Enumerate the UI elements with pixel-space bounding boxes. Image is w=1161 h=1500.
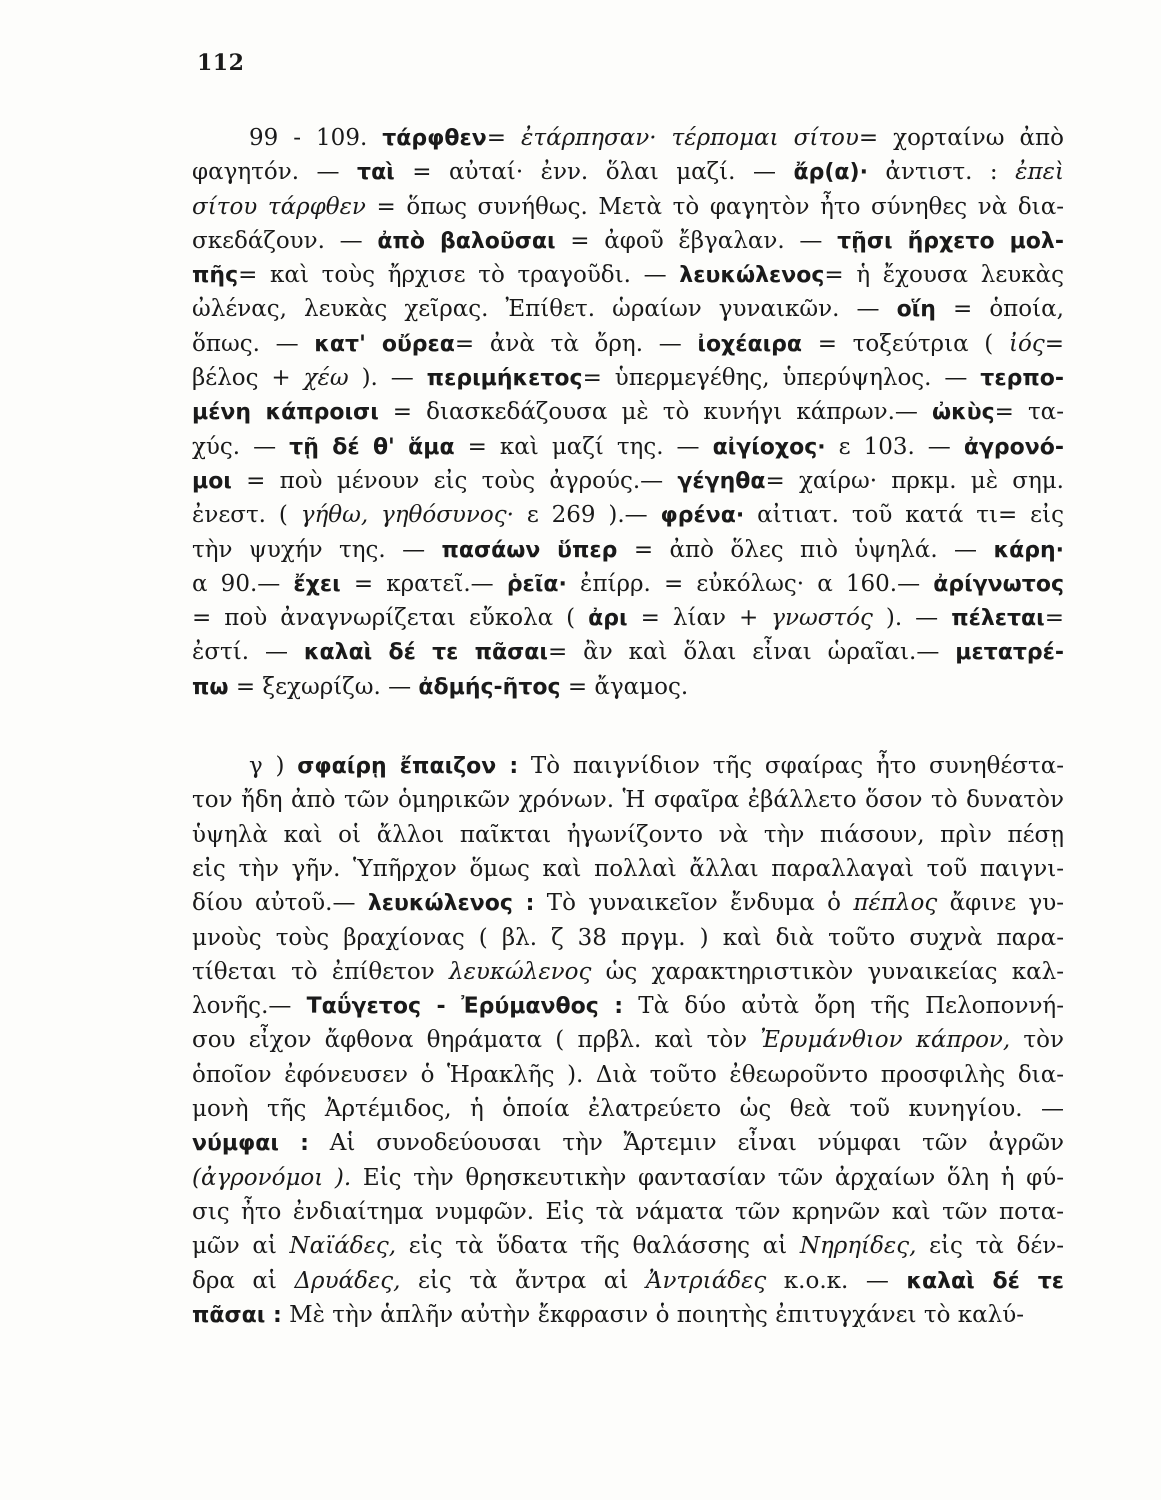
gloss-text: λονῆς.— xyxy=(192,993,307,1020)
gloss-text: αἰτιατ. τοῦ κατά τι= εἰς xyxy=(744,502,1064,529)
gloss-text: Τὸ γυναικεῖον ἔνδυμα ὁ xyxy=(534,890,854,917)
text-line xyxy=(192,1126,1064,1160)
gloss-text: α 90.— xyxy=(192,570,294,597)
italic-text: χέω xyxy=(303,365,349,392)
italic-text: (ἀγρονόμοι ). xyxy=(192,1164,352,1191)
lemma: μένη κάπροισι xyxy=(192,400,379,426)
lemma: φρένα· xyxy=(660,503,745,529)
gloss-text: γ ) xyxy=(249,753,298,780)
gloss-text: ὅπως. — xyxy=(192,330,315,357)
gloss-text: = ἀφοῦ ἔβγαλαν. — xyxy=(555,227,838,254)
lemma: καλαὶ δέ τε πᾶσαι xyxy=(303,640,548,666)
gloss-text: ὑψηλὰ καὶ οἱ ἄλλοι παῖκται ἠγωνίζοντο νὰ τὴν πιάσουν, πρὶν πέσῃ xyxy=(192,821,1064,848)
gloss-text: Μὲ τὴν ἁπλῆν αὐτὴν ἔκφρασιν ὁ ποιητὴς ἐπιτυγχάνει τὸ καλύ- xyxy=(281,1301,1024,1328)
text-line xyxy=(192,395,1064,429)
lemma: νύμφαι : xyxy=(192,1131,309,1157)
text-line xyxy=(192,921,1064,955)
text-line xyxy=(192,1195,1064,1229)
gloss-text: = ἂν καὶ ὅλαι εἶναι ὡραῖαι.— xyxy=(548,639,956,666)
italic-text: Δρυάδες, xyxy=(294,1267,401,1294)
text-line xyxy=(192,886,1064,920)
gloss-text: ὠλένας, λευκὰς χεῖρας. Ἐπίθετ. ὡραίων γυναικῶν. — xyxy=(192,296,897,323)
italic-text: πέπλος xyxy=(853,890,938,917)
gloss-text: δρα αἱ xyxy=(192,1267,295,1294)
gloss-text: = ἡ ἔχουσα λευκὰς xyxy=(824,262,1064,289)
gloss-text: = τα- xyxy=(994,399,1064,426)
lemma: αἰγίοχος· xyxy=(712,434,826,460)
gloss-text: 99 - 109. xyxy=(249,125,383,151)
lemma: πῆς xyxy=(192,263,239,289)
lemma: ἰοχέαιρα xyxy=(697,331,803,357)
gloss-text: τον ἤδη ἀπὸ τῶν ὁμηρικῶν χρόνων. Ἡ σφαῖρα ἐβάλλετο ὅσον τὸ δυνατὸν xyxy=(192,787,1064,814)
commentary-body xyxy=(192,121,1064,1332)
lemma: ἀπὸ βαλοῦσαι xyxy=(377,228,556,254)
lemma: κάρη· xyxy=(993,537,1064,563)
lemma: μετατρέ- xyxy=(955,640,1064,666)
gloss-text: ἐστί. — xyxy=(192,639,304,666)
lemma: ἔχει xyxy=(293,571,341,597)
text-line xyxy=(192,464,1064,498)
gloss-text: εἰς τὰ δέν- xyxy=(916,1233,1064,1260)
gloss-text: = καὶ τοὺς ἤρχισε τὸ τραγοῦδι. — xyxy=(238,262,680,289)
gloss-text: = xyxy=(486,125,522,151)
gloss-text: τίθεται τὸ ἐπίθετον xyxy=(192,958,450,985)
italic-text: ἰός xyxy=(1008,330,1045,357)
gloss-text: Τὸ παιγνίδιον τῆς σφαίρας ἦτο συνηθέστα- xyxy=(518,753,1064,780)
gloss-text: σκεδάζουν. — xyxy=(192,227,378,254)
lemma: πᾶσαι : xyxy=(192,1302,282,1328)
text-line xyxy=(192,1023,1064,1057)
gloss-text: βέλος + xyxy=(192,365,304,392)
text-line xyxy=(192,327,1064,361)
gloss-text: κ.ο.κ. — xyxy=(766,1267,907,1294)
gloss-text: μῶν αἱ xyxy=(192,1233,290,1260)
text-line xyxy=(192,635,1064,669)
italic-text: ἐτάρπησαν· τέρπομαι σίτου xyxy=(521,125,859,151)
gloss-text: σου εἶχον ἄφθονα θηράματα ( πρβλ. καὶ τὸν xyxy=(192,1027,761,1054)
gloss-text: φαγητόν. — xyxy=(192,159,358,186)
gloss-text: μονὴ τῆς Ἀρτέμιδος, ἡ ὁποία ἐλατρεύετο ὡς θεὰ τοῦ κυνηγίου. — xyxy=(192,1096,1064,1123)
text-line xyxy=(192,430,1064,464)
gloss-text: = αὐταί· ἐνν. ὅλαι μαζί. — xyxy=(394,159,794,186)
text-line xyxy=(192,670,1064,704)
text-line xyxy=(192,155,1064,189)
lemma: σφαίρῃ ἔπαιζον : xyxy=(297,754,519,780)
gloss-text: ὁποῖον ἐφόνευσεν ὁ Ἡρακλῆς ). Διὰ τοῦτο ἐθεωροῦντο προσφιλὴς δια- xyxy=(192,1061,1064,1088)
gloss-text: εἰς τὰ ὕδατα τῆς θαλάσσης αἱ xyxy=(396,1233,800,1260)
italic-text: Ναϊάδες, xyxy=(289,1233,397,1260)
gloss-text: ἄφινε γυ- xyxy=(937,890,1064,917)
lemma: ὠκὺς xyxy=(931,400,995,426)
gloss-text: = χαίρω· πρκμ. μὲ σημ. xyxy=(765,467,1064,494)
italic-text: Νηρηίδες, xyxy=(799,1233,917,1260)
gloss-text: = ξεχωρίζω. — xyxy=(228,673,419,700)
text-line xyxy=(192,258,1064,292)
gloss-text: = ποὺ μένουν εἰς τοὺς ἀγρούς.— xyxy=(231,467,678,494)
gloss-text: ἐνεστ. ( xyxy=(192,502,301,529)
text-line xyxy=(192,224,1064,258)
lemma: τερπο- xyxy=(980,366,1064,392)
lemma: τάρφθεν xyxy=(382,126,487,151)
gloss-text: = ὁποία, xyxy=(935,296,1064,323)
gloss-text: ἀντιστ. : xyxy=(867,159,1016,186)
text-line xyxy=(192,989,1064,1023)
lemma: ταὶ xyxy=(357,160,395,186)
gloss-text: σις ἦτο ἐνδιαίτημα νυμφῶν. Εἰς τὰ νάματα τῶν κρηνῶν καὶ τῶν ποτα- xyxy=(192,1198,1064,1225)
text-line xyxy=(192,818,1064,852)
text-line xyxy=(192,190,1064,224)
gloss-text: = χορταίνω ἀπὸ xyxy=(858,125,1064,151)
lemma: ἀρίγνωτος xyxy=(933,571,1064,597)
gloss-text: ἐπίρρ. = εὐκόλως· α 160.— xyxy=(566,570,934,597)
gloss-text: ). — xyxy=(348,365,427,392)
lemma: Ταΰγετος - Ἐρύμανθος : xyxy=(306,994,624,1020)
gloss-text: ε 103. — xyxy=(825,433,964,460)
text-line xyxy=(192,783,1064,817)
text-line xyxy=(192,1264,1064,1298)
lemma: ἀγρονό- xyxy=(963,434,1064,460)
gloss-text: = ποὺ ἀναγνωρίζεται εὔκολα ( xyxy=(192,605,589,632)
gloss-text: ε 269 ).— xyxy=(513,502,661,529)
gloss-text: τὴν ψυχήν της. — xyxy=(192,536,442,563)
lemma: ῥεῖα· xyxy=(506,571,567,597)
gloss-text: ). — xyxy=(872,605,952,632)
gloss-text: Αἱ συνοδεύουσαι τὴν Ἄρτεμιν εἶναι νύμφαι τῶν ἀγρῶν xyxy=(308,1130,1064,1157)
lemma: τῇ δέ θ' ἅμα xyxy=(289,434,455,460)
italic-text: λευκώλενος xyxy=(449,958,592,985)
text-line xyxy=(192,749,1064,783)
lemma: πέλεται xyxy=(951,606,1045,632)
italic-text: σίτου τάρφθεν xyxy=(192,193,366,220)
gloss-text: μνοὺς τοὺς βραχίονας ( βλ. ζ 38 πργμ. ) καὶ διὰ τοῦτο συχνὰ παρα- xyxy=(192,924,1064,951)
text-line xyxy=(192,498,1064,532)
lemma: λευκώλενος : xyxy=(367,891,535,917)
text-line xyxy=(192,1298,1064,1332)
gloss-text: τὸν xyxy=(1010,1027,1064,1054)
lemma: ἀρι xyxy=(588,606,628,632)
gloss-text: Τὰ δύο αὐτὰ ὄρη τῆς Πελοποννή- xyxy=(623,993,1064,1020)
lemma: ἀδμής-ῆτος xyxy=(418,674,561,700)
lemma: πασάων ὕπερ xyxy=(441,537,618,563)
italic-text: γήθω, γηθόσυνος· xyxy=(300,502,514,529)
text-line xyxy=(192,121,1064,155)
gloss-text: = ὑπερμεγέθης, ὑπερύψηλος. — xyxy=(582,365,981,392)
text-line xyxy=(192,955,1064,989)
gloss-text: = τοξεύτρια ( xyxy=(802,330,1009,357)
commentary-section-lines-99-109 xyxy=(192,121,1064,704)
lemma: περιμήκετος xyxy=(426,366,583,392)
italic-text: ἐπεὶ xyxy=(1015,159,1064,186)
gloss-text: = ἀπὸ ὅλες πιὸ ὑψηλά. — xyxy=(617,536,994,563)
gloss-text: εἰς τὰ ἄντρα αἱ xyxy=(400,1267,646,1294)
gloss-text: δίου αὐτοῦ.— xyxy=(192,890,368,917)
lemma: τῇσι ἤρχετο μολ- xyxy=(837,228,1064,254)
text-line xyxy=(192,1092,1064,1126)
lemma: μοι xyxy=(192,468,232,494)
gloss-text: = ὅπως συνήθως. Μετὰ τὸ φαγητὸν ἦτο σύνηθες νὰ δια- xyxy=(365,193,1064,220)
gloss-text: = λίαν + xyxy=(627,605,772,632)
italic-text: γνωστός xyxy=(771,605,873,632)
gloss-text: = ἀνὰ τὰ ὄρη. — xyxy=(454,330,698,357)
commentary-section-gamma xyxy=(192,749,1064,1332)
lemma: λευκώλενος xyxy=(679,263,825,289)
gloss-text: = διασκεδάζουσα μὲ τὸ κυνήγι κάπρων.— xyxy=(378,399,932,426)
lemma: οἵη xyxy=(896,297,936,323)
text-line xyxy=(192,361,1064,395)
gloss-text: ὡς χαρακτηριστικὸν γυναικείας καλ- xyxy=(591,958,1064,985)
text-line xyxy=(192,1229,1064,1263)
lemma: κατ' οὔρεα xyxy=(314,331,455,357)
text-line xyxy=(192,567,1064,601)
gloss-text: = ἄγαμος. xyxy=(560,673,689,700)
gloss-text: εἰς τὴν γῆν. Ὑπῆρχον ὅμως καὶ πολλαὶ ἄλλαι παραλλαγαὶ τοῦ παιγνι- xyxy=(192,855,1064,882)
text-line xyxy=(192,292,1064,326)
text-line xyxy=(192,1161,1064,1195)
gloss-text: = κρατεῖ.— xyxy=(340,570,507,597)
lemma: πω xyxy=(192,674,229,700)
lemma: ἄρ(α)· xyxy=(793,160,868,186)
text-line xyxy=(192,1058,1064,1092)
gloss-text: = xyxy=(1044,605,1064,632)
italic-text: Ἐρυμάνθιον κάπρον, xyxy=(760,1027,1011,1054)
text-line xyxy=(192,852,1064,886)
lemma: καλαὶ δέ τε xyxy=(906,1268,1064,1294)
italic-text: Ἀντριάδες xyxy=(645,1267,767,1294)
gloss-text: χύς. — xyxy=(192,433,290,460)
gloss-text: = καὶ μαζί της. — xyxy=(454,433,713,460)
page-number: 112 xyxy=(197,50,245,76)
lemma: γέγηθα xyxy=(677,468,766,494)
gloss-text: = xyxy=(1044,330,1064,357)
gloss-text: Εἰς τὴν θρησκευτικὴν φαντασίαν τῶν ἀρχαίων ὅλη ἡ φύ- xyxy=(351,1164,1064,1191)
text-line xyxy=(192,533,1064,567)
text-line xyxy=(192,601,1064,635)
